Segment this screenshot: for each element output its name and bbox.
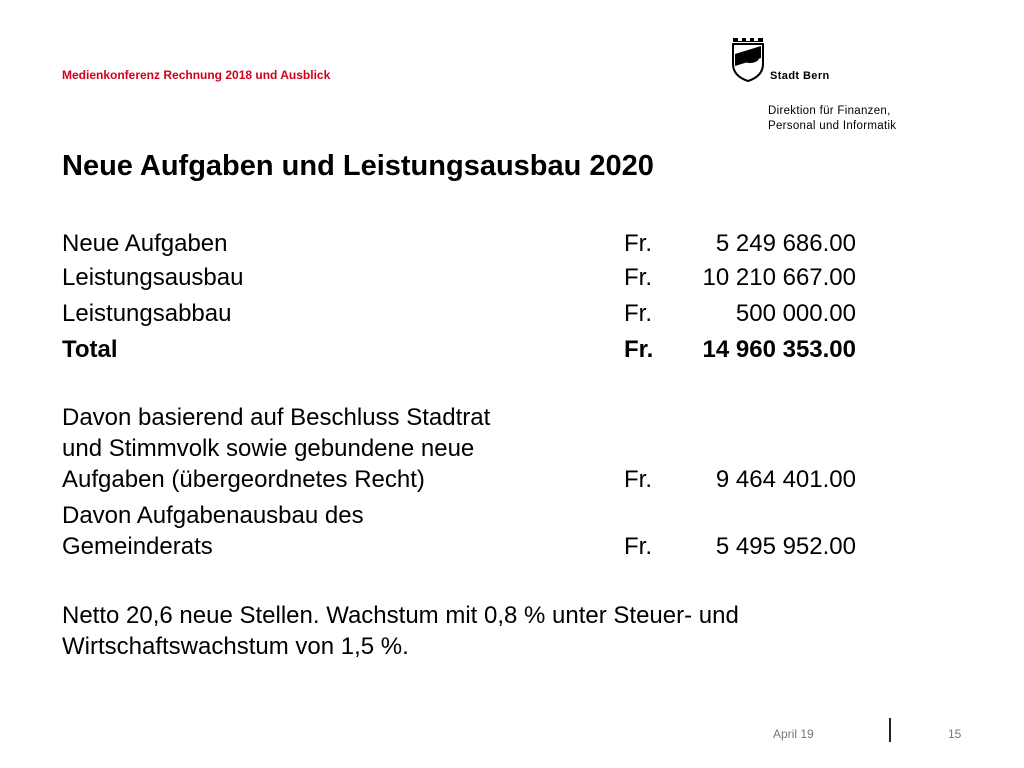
row-currency: Fr. <box>624 230 652 257</box>
detail-label-line: Aufgaben (übergeordnetes Recht) <box>62 466 425 493</box>
footer-divider <box>889 718 891 742</box>
row-currency: Fr. <box>624 336 654 363</box>
row-amount: 5 249 686.00 <box>715 230 856 257</box>
department-line-2: Personal und Informatik <box>768 120 897 132</box>
row-amount: 14 960 353.00 <box>702 336 856 363</box>
row-amount: 5 495 952.00 <box>715 533 856 560</box>
row-amount: 10 210 667.00 <box>702 264 856 291</box>
row-currency: Fr. <box>624 533 652 560</box>
department-line-1: Direktion für Finanzen, <box>768 105 891 117</box>
detail-label-line: Davon basierend auf Beschluss Stadtrat <box>62 404 491 431</box>
row-label: Neue Aufgaben <box>62 230 228 257</box>
city-name: Stadt Bern <box>770 70 830 82</box>
staffing-note <box>62 600 882 662</box>
row-currency: Fr. <box>624 264 652 291</box>
page-number: 15 <box>948 727 962 741</box>
detail-label-line: und Stimmvolk sowie gebundene neue <box>62 435 475 462</box>
row-currency: Fr. <box>624 300 652 327</box>
row-label: Leistungsausbau <box>62 264 244 291</box>
bern-coat-of-arms-icon <box>730 34 770 84</box>
detail-label-line: Gemeinderats <box>62 533 213 560</box>
row-label: Total <box>62 336 118 363</box>
row-currency: Fr. <box>624 466 652 493</box>
row-label: Leistungsabbau <box>62 300 232 327</box>
row-amount: 500 000.00 <box>735 300 856 327</box>
page-title: Neue Aufgaben und Leistungsausbau 2020 <box>62 150 654 182</box>
note-line: Wirtschaftswachstum von 1,5 %. <box>62 633 409 660</box>
department <box>768 104 896 134</box>
row-amount: 9 464 401.00 <box>715 466 856 493</box>
footer-date: April 19 <box>773 727 814 741</box>
detail-label-line: Davon Aufgabenausbau des <box>62 502 364 529</box>
note-line: Netto 20,6 neue Stellen. Wachstum mit 0,8 % unter Steuer- und <box>62 602 739 629</box>
header-kicker: Medienkonferenz Rechnung 2018 und Ausblick <box>62 68 331 82</box>
